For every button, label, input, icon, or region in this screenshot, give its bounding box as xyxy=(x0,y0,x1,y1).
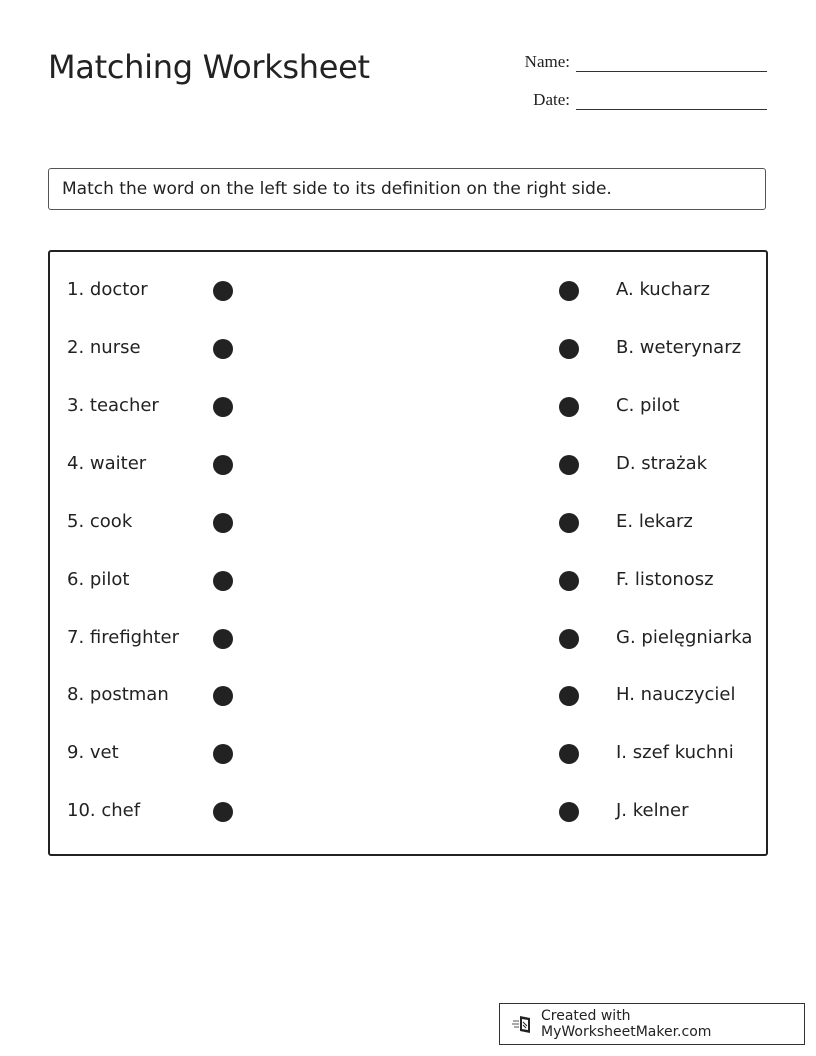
left-dot-icon[interactable] xyxy=(213,513,233,533)
right-dot-icon[interactable] xyxy=(559,686,579,706)
right-dot-icon[interactable] xyxy=(559,281,579,301)
matching-box xyxy=(48,250,768,856)
footer-text: Created with MyWorksheetMaker.com xyxy=(541,1008,712,1040)
left-dot-icon[interactable] xyxy=(213,455,233,475)
left-word: 10. chef xyxy=(67,800,141,821)
left-word: 1. doctor xyxy=(67,279,148,300)
date-label: Date: xyxy=(533,90,570,109)
right-dot-icon[interactable] xyxy=(559,397,579,417)
left-dot-icon[interactable] xyxy=(213,802,233,822)
right-word: B. weterynarz xyxy=(616,337,742,358)
match-row xyxy=(50,739,766,769)
page-title: Matching Worksheet xyxy=(48,48,370,86)
right-word: A. kucharz xyxy=(616,279,710,300)
right-dot-icon[interactable] xyxy=(559,339,579,359)
right-word: E. lekarz xyxy=(616,511,693,532)
left-dot-icon[interactable] xyxy=(213,744,233,764)
right-word: D. strażak xyxy=(616,453,708,474)
left-word: 7. firefighter xyxy=(67,627,180,648)
left-word: 3. teacher xyxy=(67,395,159,416)
match-row xyxy=(50,392,766,422)
date-field xyxy=(510,90,767,110)
instructions-text: Match the word on the left side to its definition on the right side. xyxy=(62,179,612,199)
left-dot-icon[interactable] xyxy=(213,629,233,649)
right-word: C. pilot xyxy=(616,395,680,416)
match-row xyxy=(50,508,766,538)
date-blank-line[interactable] xyxy=(576,95,767,110)
left-word: 2. nurse xyxy=(67,337,141,358)
match-row xyxy=(50,276,766,306)
left-word: 4. waiter xyxy=(67,453,147,474)
right-word: H. nauczyciel xyxy=(616,684,736,705)
name-label: Name: xyxy=(524,52,570,71)
right-dot-icon[interactable] xyxy=(559,802,579,822)
left-word: 8. postman xyxy=(67,684,169,705)
right-dot-icon[interactable] xyxy=(559,513,579,533)
match-row xyxy=(50,450,766,480)
right-dot-icon[interactable] xyxy=(559,744,579,764)
right-dot-icon[interactable] xyxy=(559,629,579,649)
right-word: F. listonosz xyxy=(616,569,714,590)
match-row xyxy=(50,797,766,827)
worksheet-logo-icon xyxy=(512,1014,534,1034)
name-blank-line[interactable] xyxy=(576,57,767,72)
right-dot-icon[interactable] xyxy=(559,571,579,591)
left-word: 6. pilot xyxy=(67,569,130,590)
left-dot-icon[interactable] xyxy=(213,281,233,301)
left-dot-icon[interactable] xyxy=(213,686,233,706)
left-dot-icon[interactable] xyxy=(213,397,233,417)
right-dot-icon[interactable] xyxy=(559,455,579,475)
name-field xyxy=(510,52,767,72)
instructions-box xyxy=(48,168,766,210)
left-dot-icon[interactable] xyxy=(213,339,233,359)
match-row xyxy=(50,566,766,596)
right-word: J. kelner xyxy=(616,800,689,821)
left-word: 5. cook xyxy=(67,511,133,532)
footer-badge[interactable] xyxy=(499,1003,805,1045)
match-row xyxy=(50,334,766,364)
match-row xyxy=(50,624,766,654)
right-word: I. szef kuchni xyxy=(616,742,734,763)
match-row xyxy=(50,681,766,711)
left-dot-icon[interactable] xyxy=(213,571,233,591)
right-word: G. pielęgniarka xyxy=(616,627,753,648)
left-word: 9. vet xyxy=(67,742,119,763)
